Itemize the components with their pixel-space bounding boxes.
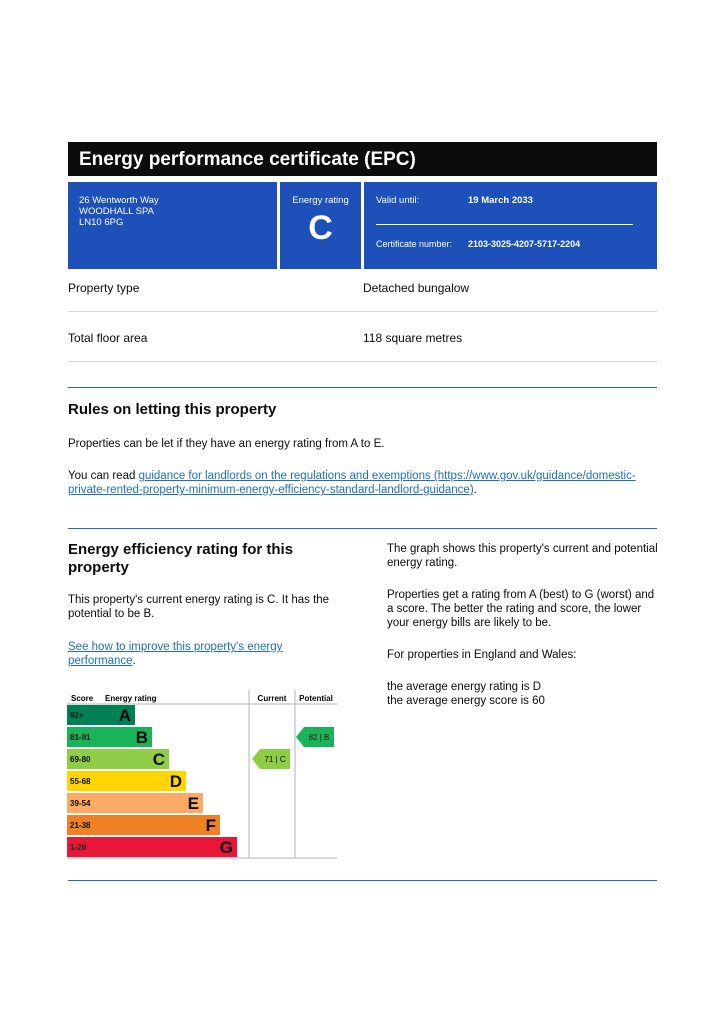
rating-explanation: Properties get a rating from A (best) to G (worst) and a score. The better the rating and score, the lower your energy bills are likely to be. (387, 589, 655, 629)
divider (68, 311, 657, 312)
band-letter-a: A (118, 706, 131, 725)
band-letter-c: C (152, 750, 165, 769)
rating-header: Energy rating (105, 694, 157, 703)
average-rating: the average energy rating is D (387, 681, 542, 693)
current-rating-marker-label: 71 | C (264, 755, 286, 764)
efficiency-heading: Energy efficiency rating for this property (68, 541, 294, 576)
valid-until-label: Valid until: (376, 195, 420, 206)
potential-header: Potential (299, 694, 333, 703)
band-letter-d: D (169, 772, 182, 791)
current-header: Current (257, 694, 287, 703)
band-score-d: 55-68 (70, 777, 91, 786)
band-score-c: 69-80 (70, 755, 91, 764)
rules-heading: Rules on letting this property (68, 401, 277, 418)
band-letter-e: E (187, 794, 199, 813)
address-line-2: WOODHALL SPA (79, 206, 154, 217)
address-panel (68, 182, 277, 269)
property-type-value: Detached bungalow (363, 281, 470, 295)
efficiency-paragraph: This property's current energy rating is C. It has the potential to be B. (68, 594, 330, 620)
potential-rating-marker-label: 82 | B (308, 733, 330, 742)
energy-rating-letter: C (308, 209, 333, 247)
page-title: Energy performance certificate (EPC) (68, 142, 657, 176)
band-letter-b: B (135, 728, 148, 747)
energy-rating-label: Energy rating (292, 195, 349, 206)
property-type-label: Property type (68, 281, 140, 295)
energy-rating-chart (67, 690, 337, 860)
guidance-suffix: . (473, 484, 477, 496)
validity-panel (364, 182, 657, 269)
section-divider (68, 387, 657, 388)
improve-link-paragraph (68, 640, 333, 668)
band-score-a: 92+ (70, 711, 84, 720)
guidance-prefix: You can read (68, 470, 139, 482)
score-header: Score (71, 694, 94, 703)
energy-rating-panel (280, 182, 361, 269)
floor-area-label: Total floor area (68, 331, 148, 345)
rating-markers (252, 727, 334, 769)
divider (68, 361, 657, 362)
improve-link-suffix: . (132, 655, 136, 667)
section-divider (68, 528, 657, 529)
england-wales-intro: For properties in England and Wales: (387, 649, 577, 661)
band-letter-g: G (219, 838, 233, 857)
band-score-b: 81-91 (70, 733, 91, 742)
band-score-g: 1-20 (70, 843, 87, 852)
band-score-e: 39-54 (70, 799, 91, 808)
guidance-url-link[interactable]: (https://www.gov.uk/guidance/domestic-private-rented-property-minimum-energy-efficiency-standard-landlord-guidance) (68, 470, 636, 496)
rules-paragraph: Properties can be let if they have an energy rating from A to E. (68, 438, 385, 450)
certificate-number: 2103-3025-4207-5717-2204 (468, 239, 581, 249)
guidance-link[interactable]: guidance for landlords on the regulations and exemptions (138, 470, 431, 482)
average-score: the average energy score is 60 (387, 695, 545, 707)
rules-guidance-paragraph (68, 469, 657, 497)
graph-explanation: The graph shows this property's current and potential energy rating. (387, 543, 658, 569)
section-divider (68, 880, 657, 881)
band-bar-f (100, 815, 220, 835)
rating-bands (67, 705, 237, 857)
band-letter-f: F (205, 816, 216, 835)
improve-performance-link[interactable]: See how to improve this property's energy performance (68, 641, 283, 667)
band-bar-g (100, 837, 237, 857)
certificate-number-label: Certificate number: (376, 239, 453, 249)
floor-area-value: 118 square metres (363, 331, 463, 345)
band-score-f: 21-38 (70, 821, 91, 830)
address-line-3: LN10 6PG (79, 217, 124, 228)
divider (376, 224, 633, 225)
valid-until-date: 19 March 2033 (468, 195, 533, 206)
address-line-1: 26 Wentworth Way (79, 195, 159, 206)
